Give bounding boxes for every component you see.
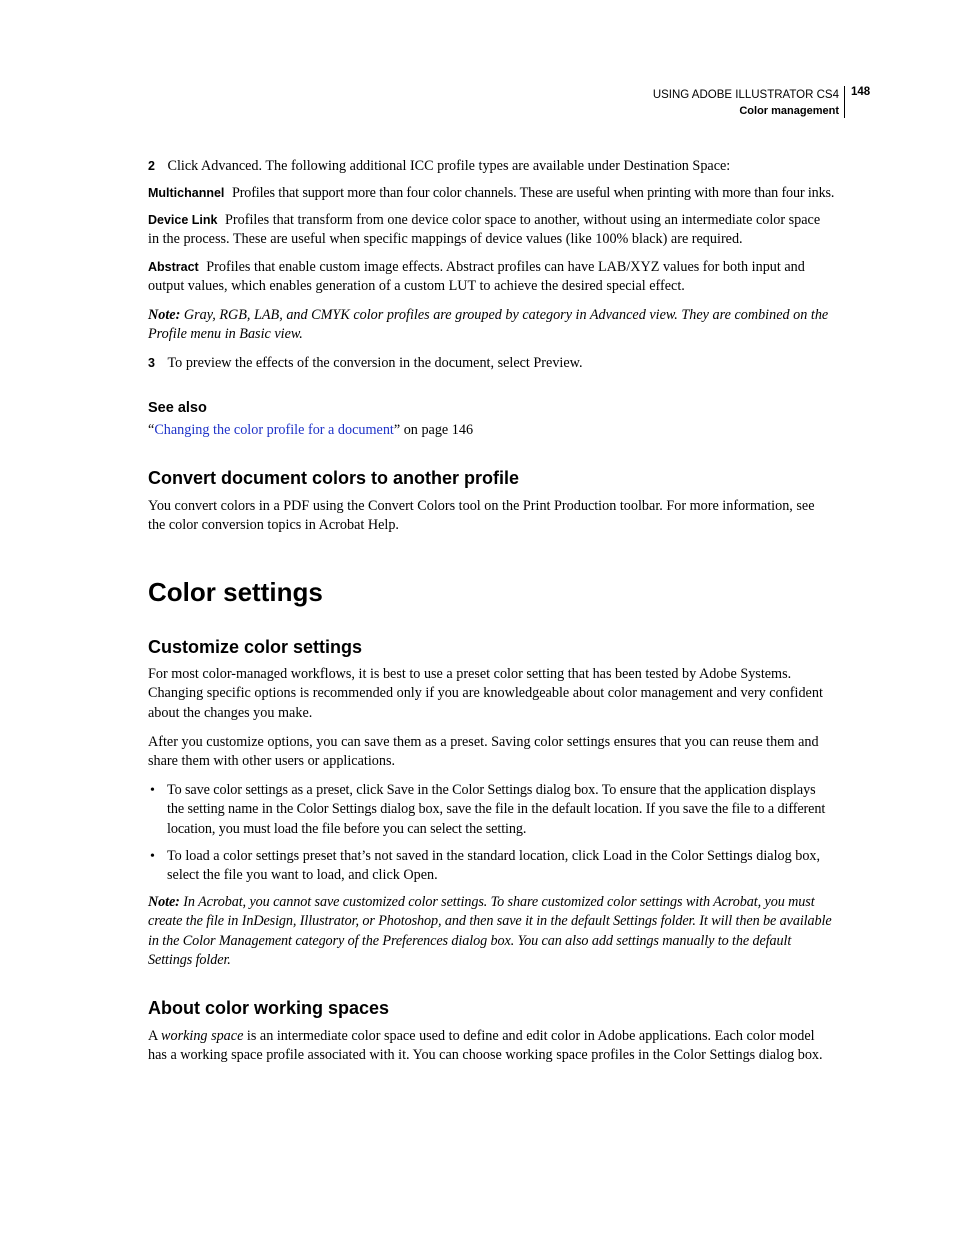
customize-heading: Customize color settings — [148, 637, 363, 657]
see-also-link[interactable]: Changing the color profile for a document — [154, 422, 394, 438]
step-2 — [148, 157, 730, 176]
term-multichannel — [148, 184, 848, 203]
note-acrobat: Note: In Acrobat, you cannot save customized color settings. To share customized color settings with Acrobat, you must create the file in InDesign, Illustrator, or Photoshop, and then save it in the default Settings folder. It will then be available in the Color Management category of the Preferences dialog box. You can also add settings manually to the default Settings folder. — [148, 894, 832, 969]
step-number: 2 — [148, 159, 155, 173]
term-working-space: working space — [161, 1028, 244, 1044]
color-settings-heading: Color settings — [148, 577, 323, 607]
term-abstract — [148, 258, 848, 297]
note-label: Note: — [148, 894, 180, 910]
note-line2: Profile menu in Basic view. — [148, 326, 303, 343]
about-heading: About color working spaces — [148, 998, 390, 1018]
see-also-heading: See also — [148, 400, 207, 416]
step-number: 3 — [148, 356, 155, 370]
step-text: Click Advanced. The following additional ICC profile types are available under Destination Space: — [167, 158, 731, 174]
term-definition-line1: Profiles that transform from one device color space to another, without using an intermediate color space — [225, 212, 821, 228]
term-definition-line2: output values, which enables generation of a custom LUT to achieve the desired special effect. — [148, 278, 685, 295]
convert-paragraph: You convert colors in a PDF using the Convert Colors tool on the Print Production toolbar. For more information, see the color conversion topics in Acrobat Help. — [148, 498, 815, 534]
term-label: Abstract — [148, 260, 199, 274]
convert-heading: Convert document colors to another profile — [148, 468, 520, 488]
customize-paragraph-2: After you customize options, you can save them as a preset. Saving color settings ensures that you can reuse them and share them with other users or applications. — [148, 734, 819, 770]
page-number: 148 — [851, 86, 871, 98]
customize-paragraph-1: For most color-managed workflows, it is best to use a preset color setting that has been tested by Adobe Systems. Changing specific options is recommended only if you are knowledgeable about color management and very confident about the changes you make. — [148, 666, 823, 721]
term-label: Multichannel — [148, 186, 225, 200]
term-device-link — [148, 211, 848, 250]
header-divider — [844, 86, 845, 118]
see-also-reference: “Changing the color profile for a document” on page 146 — [148, 422, 474, 438]
bullet-load-preset: To load a color settings preset that’s not saved in the standard location, click Load in the Color Settings dialog box, select the file you want to load, and click Open. — [167, 848, 821, 884]
note-advanced-view — [148, 306, 848, 345]
term-definition-line2: in the process. These are useful when specific mappings of device values (like 100% black) are required. — [148, 231, 743, 248]
term-definition: Profiles that support more than four color channels. These are useful when printing with more than four inks. — [231, 185, 835, 201]
term-label: Device Link — [148, 213, 218, 227]
running-header-title: USING ADOBE ILLUSTRATOR CS4 — [652, 89, 839, 101]
step-text: To preview the effects of the conversion in the document, select Preview. — [167, 355, 583, 371]
running-header-section: Color management — [739, 105, 839, 117]
bullet-marker: • — [150, 783, 155, 798]
about-paragraph: A working space is an intermediate color space used to define and edit color in Adobe applications. Each color model has a working space profile associated with it. You can choose working space profiles in the Color Settings dialog box. — [148, 1028, 823, 1064]
note-label: Note: — [148, 307, 181, 323]
bullet-save-preset: To save color settings as a preset, click Save in the Color Settings dialog box. To ensure that the application displays the setting name in the Color Settings dialog box, save the file in the default location. If you save the file to a different location, you must load the file before you can select the setting. — [167, 782, 826, 837]
step-3 — [148, 354, 583, 373]
note-line1: Gray, RGB, LAB, and CMYK color profiles are grouped by category in Advanced view. They are combined on the — [183, 307, 829, 323]
term-definition-line1: Profiles that enable custom image effects. Abstract profiles can have LAB/XYZ values for both input and — [206, 259, 805, 275]
bullet-marker: • — [150, 849, 155, 864]
